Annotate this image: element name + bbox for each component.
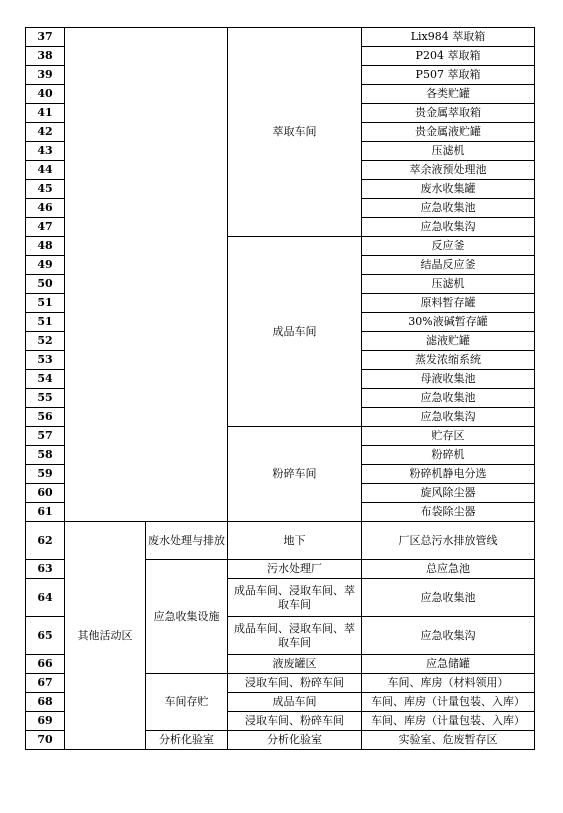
item-cell: 实验室、危废暂存区 bbox=[362, 731, 535, 750]
equipment-table bbox=[25, 27, 535, 750]
item-cell: 粉碎机静电分选 bbox=[362, 465, 535, 484]
item-cell: 车间、库房（计量包装、入库） bbox=[362, 712, 535, 731]
row-number: 57 bbox=[26, 427, 65, 446]
workshop-product: 成品车间 bbox=[228, 237, 362, 427]
row-number: 38 bbox=[26, 47, 65, 66]
empty-area-cell bbox=[65, 28, 228, 522]
table-row bbox=[26, 28, 535, 47]
row-number: 41 bbox=[26, 104, 65, 123]
row-number: 49 bbox=[26, 256, 65, 275]
location-cell: 液废罐区 bbox=[228, 655, 362, 674]
item-cell: 废水收集罐 bbox=[362, 180, 535, 199]
row-number: 44 bbox=[26, 161, 65, 180]
item-cell: 蒸发浓缩系统 bbox=[362, 351, 535, 370]
row-number: 70 bbox=[26, 731, 65, 750]
item-cell: 反应釜 bbox=[362, 237, 535, 256]
item-cell: 布袋除尘器 bbox=[362, 503, 535, 522]
workshop-extraction: 萃取车间 bbox=[228, 28, 362, 237]
item-cell: P204 萃取箱 bbox=[362, 47, 535, 66]
row-number: 65 bbox=[26, 617, 65, 655]
item-cell: 压滤机 bbox=[362, 142, 535, 161]
row-number: 47 bbox=[26, 218, 65, 237]
row-number: 54 bbox=[26, 370, 65, 389]
item-cell: 应急收集沟 bbox=[362, 408, 535, 427]
item-cell: 应急收集池 bbox=[362, 579, 535, 617]
item-cell: 应急收集沟 bbox=[362, 617, 535, 655]
item-cell: 总应急池 bbox=[362, 560, 535, 579]
item-cell: 应急收集沟 bbox=[362, 218, 535, 237]
row-number: 68 bbox=[26, 693, 65, 712]
row-number: 67 bbox=[26, 674, 65, 693]
item-cell: 应急收集池 bbox=[362, 389, 535, 408]
category-emergency: 应急收集设施 bbox=[146, 560, 228, 674]
table-row bbox=[26, 522, 535, 560]
row-number: 61 bbox=[26, 503, 65, 522]
item-cell: 结晶反应釜 bbox=[362, 256, 535, 275]
location-cell: 浸取车间、粉碎车间 bbox=[228, 712, 362, 731]
item-cell: 滤液贮罐 bbox=[362, 332, 535, 351]
item-cell: 应急储罐 bbox=[362, 655, 535, 674]
row-number: 45 bbox=[26, 180, 65, 199]
other-activity-area: 其他活动区 bbox=[65, 522, 146, 750]
item-cell: 厂区总污水排放管线 bbox=[362, 522, 535, 560]
row-number: 69 bbox=[26, 712, 65, 731]
row-number: 62 bbox=[26, 522, 65, 560]
row-number: 46 bbox=[26, 199, 65, 218]
location-cell: 地下 bbox=[228, 522, 362, 560]
row-number: 60 bbox=[26, 484, 65, 503]
category-lab: 分析化验室 bbox=[146, 731, 228, 750]
location-cell: 浸取车间、粉碎车间 bbox=[228, 674, 362, 693]
row-number: 53 bbox=[26, 351, 65, 370]
item-cell: 30%液碱暂存罐 bbox=[362, 313, 535, 332]
item-cell: 萃余液预处理池 bbox=[362, 161, 535, 180]
item-cell: 贵金属液贮罐 bbox=[362, 123, 535, 142]
location-cell: 成品车间、浸取车间、萃取车间 bbox=[228, 617, 362, 655]
item-cell: 母液收集池 bbox=[362, 370, 535, 389]
item-cell: 压滤机 bbox=[362, 275, 535, 294]
row-number: 56 bbox=[26, 408, 65, 427]
item-cell: 车间、库房（材料领用） bbox=[362, 674, 535, 693]
row-number: 59 bbox=[26, 465, 65, 484]
row-number: 43 bbox=[26, 142, 65, 161]
item-cell: 粉碎机 bbox=[362, 446, 535, 465]
item-cell: Lix984 萃取箱 bbox=[362, 28, 535, 47]
item-cell: 贮存区 bbox=[362, 427, 535, 446]
item-cell: 各类贮罐 bbox=[362, 85, 535, 104]
row-number: 51 bbox=[26, 313, 65, 332]
row-number: 50 bbox=[26, 275, 65, 294]
item-cell: 旋风除尘器 bbox=[362, 484, 535, 503]
location-cell: 成品车间 bbox=[228, 693, 362, 712]
row-number: 42 bbox=[26, 123, 65, 142]
location-cell: 成品车间、浸取车间、萃取车间 bbox=[228, 579, 362, 617]
item-cell: 车间、库房（计量包装、入库） bbox=[362, 693, 535, 712]
row-number: 63 bbox=[26, 560, 65, 579]
row-number: 55 bbox=[26, 389, 65, 408]
location-cell: 分析化验室 bbox=[228, 731, 362, 750]
item-cell: P507 萃取箱 bbox=[362, 66, 535, 85]
row-number: 66 bbox=[26, 655, 65, 674]
category-wastewater: 废水处理与排放 bbox=[146, 522, 228, 560]
workshop-crushing: 粉碎车间 bbox=[228, 427, 362, 522]
row-number: 40 bbox=[26, 85, 65, 104]
category-workshop-storage: 车间存贮 bbox=[146, 674, 228, 731]
item-cell: 贵金属萃取箱 bbox=[362, 104, 535, 123]
row-number: 52 bbox=[26, 332, 65, 351]
item-cell: 原料暂存罐 bbox=[362, 294, 535, 313]
row-number: 64 bbox=[26, 579, 65, 617]
row-number: 48 bbox=[26, 237, 65, 256]
item-cell: 应急收集池 bbox=[362, 199, 535, 218]
location-cell: 污水处理厂 bbox=[228, 560, 362, 579]
row-number: 58 bbox=[26, 446, 65, 465]
row-number: 39 bbox=[26, 66, 65, 85]
row-number: 37 bbox=[26, 28, 65, 47]
row-number: 51 bbox=[26, 294, 65, 313]
